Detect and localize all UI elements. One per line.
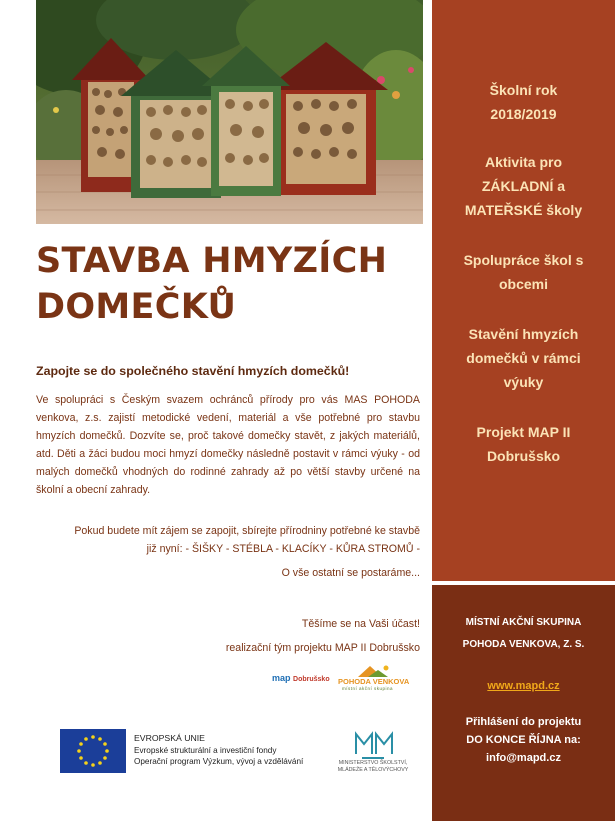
body-paragraph: Ve spolupráci s Českým svazem ochránců přírody pro vás MAS POHODA venkova, z.s. zajistí metodické vedení, materiál a vše potřebné pro stavbu hmyzích domečků. Dozvíte se, proč takové domečky stavět, z jakých materiálů, atd. Děti a žáci budou moci hmyzí domečky následně postavit v rámci výuky - od malých domečků vhodných do rodinné zahrady až po větší stavby určené na školní a obecní zahrady. [36,394,420,497]
registration-line-2: DO KONCE ŘÍJNA na: [466,734,581,746]
msmt-text [326,760,420,773]
map-logo [272,673,330,683]
map-logo-sub: Dobrušsko [293,676,330,683]
building-line-1: Stavění hmyzích [468,326,579,342]
sidebar [430,0,615,821]
school-year-value: 2018/2019 [490,106,557,122]
building-block [432,322,615,394]
msmt-icon [326,728,420,760]
partner-logos [272,664,422,694]
pohoda-venkova-icon [338,664,418,678]
pohoda-venkova-name: POHODA VENKOVA [338,677,410,686]
activity-block [432,150,615,222]
registration-email[interactable]: info@mapd.cz [486,752,561,764]
cooperation-block [432,248,615,296]
msmt-line-2: MLÁDEŽE A TĚLOVÝCHOVY [337,766,409,773]
mas-line-1: MÍSTNÍ AKČNÍ SKUPINA [465,617,582,628]
mas-line-2: POHODA VENKOVA, Z. S. [462,638,585,650]
registration-block [432,713,615,767]
pohoda-venkova-logo [338,664,418,694]
school-year-label: Školní rok [489,82,558,98]
activity-line-1: Aktivita pro [484,154,562,170]
building-line-2: domečků v rámci [466,350,581,366]
project-block [432,420,615,468]
building-line-3: výuky [503,374,544,390]
intro-headline: Zapojte se do společného stavění hmyzích domečků! [36,364,350,378]
eu-funding-text [134,733,303,768]
pohoda-venkova-sub: místní akční skupina [342,686,394,691]
page-title-line2: DOMEČKŮ [36,287,237,327]
cooperation-line-1: Spolupráce škol s [463,252,584,268]
eu-programme: Operační program Výzkum, vývoj a vzdělávání [134,757,304,766]
ours-note: O vše ostatní se postaráme... [281,567,420,579]
msmt-line-1: MINISTERSTVO ŠKOLSTVÍ, [338,760,408,766]
msmt-logo [326,728,420,776]
eu-flag-icon [60,729,126,773]
cooperation-line-2: obcemi [498,276,548,292]
mas-block [432,612,615,655]
map-logo-text: map [272,673,291,683]
school-year-block [432,78,615,126]
activity-line-3: MATEŘSKÉ školy [464,202,583,218]
collect-line-1: Pokud budete mít zájem se zapojit, sbírejte přírodniny potřebné ke stavbě [74,525,420,537]
page-title-line1: STAVBA HMYZÍCH [36,241,388,281]
collect-notice [36,522,420,558]
collect-line-2: již nyní: - ŠIŠKY - STÉBLA - KLACÍKY - KŮRA STROMŮ - [146,543,420,555]
project-line-2: Dobrušsko [486,448,561,464]
eu-funds: Evropské strukturální a investiční fondy [134,745,277,755]
registration-line-1: Přihlášení do projektu [465,716,582,728]
eu-name: EVROPSKÁ UNIE [134,733,205,743]
insect-houses-photo [36,0,423,224]
page-title [36,238,416,330]
activity-line-2: ZÁKLADNÍ a [481,178,566,194]
project-line-1: Projekt MAP II [476,424,571,440]
website-link[interactable]: www.mapd.cz [487,680,560,692]
team-note: realizační tým projektu MAP II Dobrušsko [225,642,420,654]
thanks-note: Těšíme se na Vaši účast! [301,618,420,630]
